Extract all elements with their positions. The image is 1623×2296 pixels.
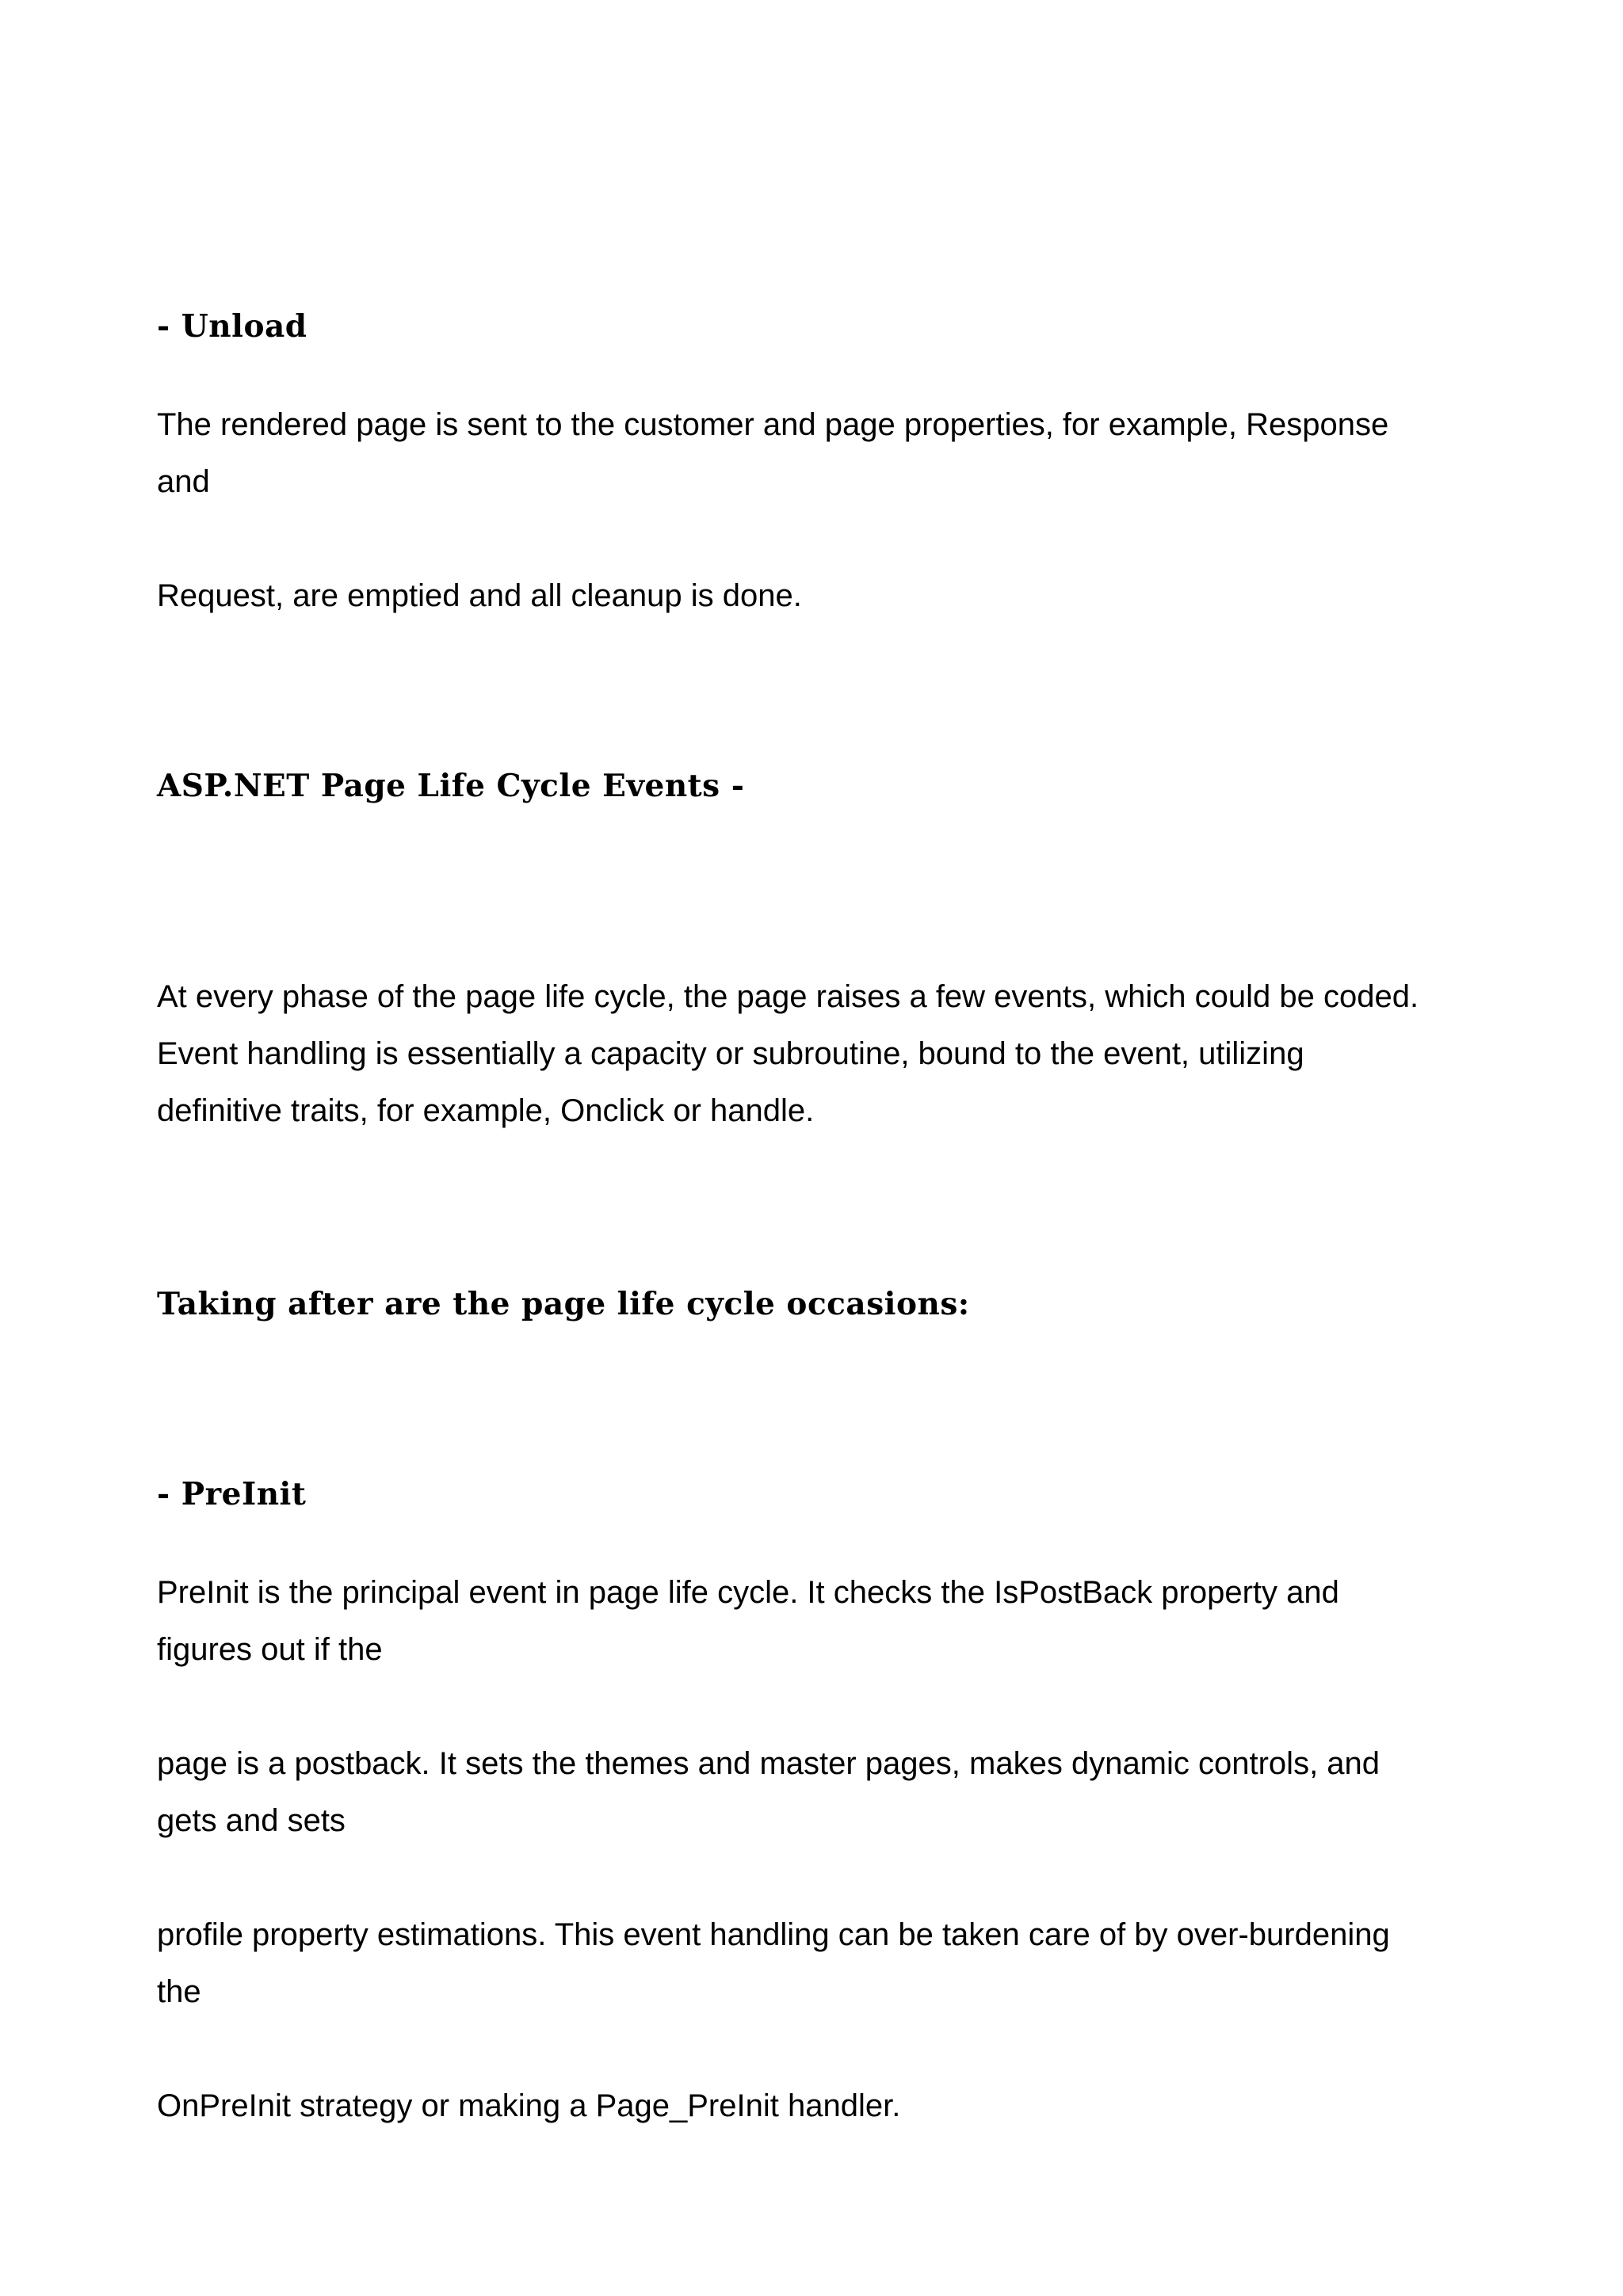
text-line: gets and sets (157, 1803, 346, 1838)
text-line: figures out if the (157, 1632, 383, 1667)
preinit-paragraph-2 (157, 1735, 1504, 1849)
text-line: and (157, 464, 210, 499)
text-line: page is a postback. It sets the themes and master pages, makes dynamic controls, and (157, 1746, 1381, 1781)
text-line: The rendered page is sent to the customer and page properties, for example, Response (157, 407, 1389, 442)
text-line: Event handling is essentially a capacity or subroutine, bound to the event, utilizing (157, 1036, 1304, 1071)
text-line: profile property estimations. This event handling can be taken care of by over-burdening (157, 1917, 1390, 1952)
text-line: At every phase of the page life cycle, the page raises a few events, which could be coded. (157, 979, 1419, 1014)
events-paragraph (157, 968, 1504, 1139)
text-line: OnPreInit strategy or making a Page_PreInit handler. (157, 2088, 901, 2123)
unload-heading: - Unload (157, 308, 307, 345)
unload-paragraph-1 (157, 396, 1504, 510)
preinit-paragraph-3 (157, 1906, 1504, 2020)
preinit-paragraph-1 (157, 1564, 1504, 1678)
occasions-heading: Taking after are the page life cycle occasions: (157, 1286, 970, 1322)
unload-paragraph-2 (157, 567, 1504, 624)
events-heading: ASP.NET Page Life Cycle Events - (157, 768, 745, 804)
text-line: Request, are emptied and all cleanup is done. (157, 578, 802, 613)
preinit-paragraph-4 (157, 2077, 1504, 2134)
text-line: PreInit is the principal event in page life cycle. It checks the IsPostBack property and (157, 1575, 1339, 1610)
text-line: definitive traits, for example, Onclick or handle. (157, 1093, 815, 1128)
text-line: the (157, 1974, 201, 2009)
preinit-heading: - PreInit (157, 1476, 307, 1512)
